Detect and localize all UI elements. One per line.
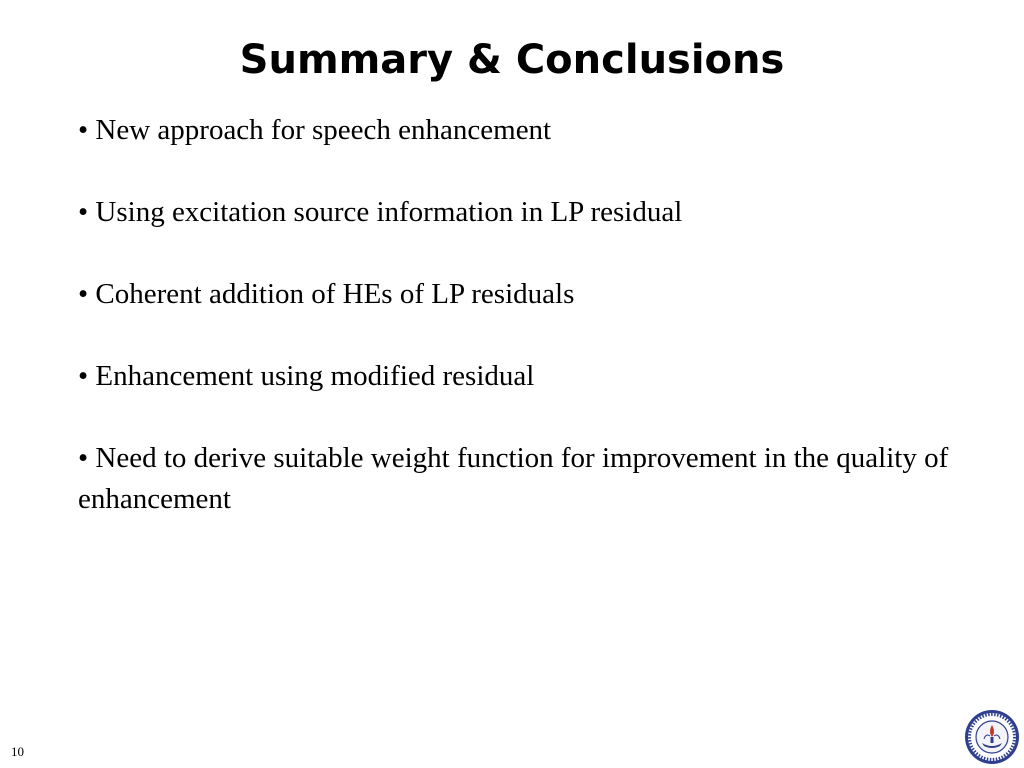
institute-seal-icon <box>964 709 1020 765</box>
bullet-item: • Enhancement using modified residual <box>78 360 535 392</box>
bullet-item: • Using excitation source information in LP residual <box>78 196 683 228</box>
bullet-item: • New approach for speech enhancement <box>78 114 552 146</box>
bullet-item: • Need to derive suitable weight function for improvement in the quality of enhancement <box>78 442 949 515</box>
bullet-item: • Coherent addition of HEs of LP residuals <box>78 278 575 310</box>
slide-title: Summary & Conclusions <box>239 37 785 83</box>
page-number: 10 <box>11 744 24 759</box>
bullet-list <box>78 110 978 561</box>
